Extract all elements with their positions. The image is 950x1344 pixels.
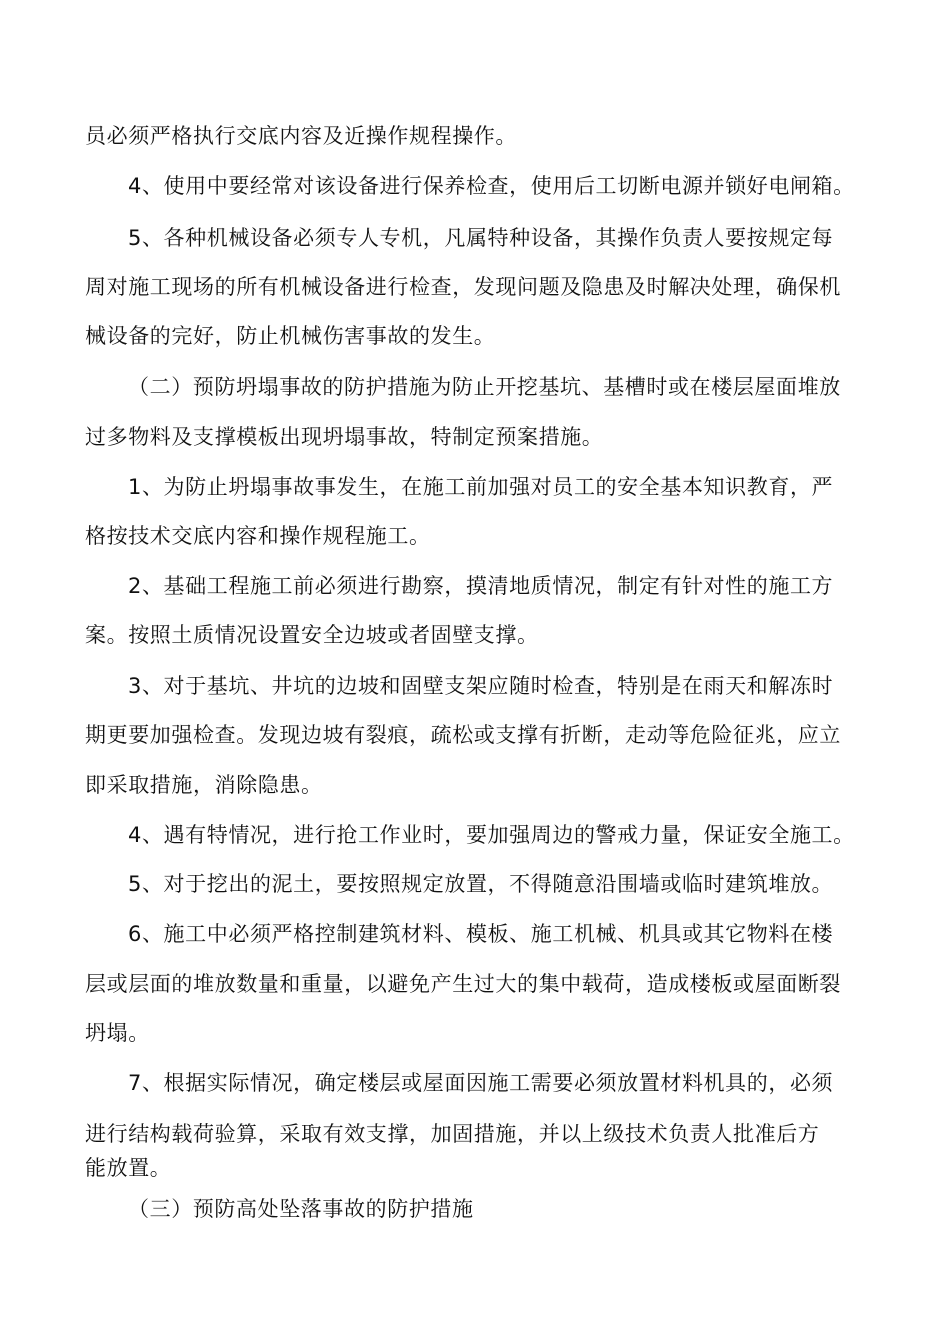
text-line: 1、为防止坍塌事故事发生，在施工前加强对员工的安全基本知识教育，严 [128, 475, 834, 499]
text-line: 5、各种机械设备必须专人专机，凡属特种设备，其操作负责人要按规定每 [128, 226, 834, 250]
text-line: 周对施工现场的所有机械设备进行检查，发现问题及隐患及时解决处理，确保机 [85, 275, 841, 299]
text-line: 坍塌。 [85, 1021, 150, 1045]
text-line: 格按技术交底内容和操作规程施工。 [85, 524, 431, 548]
text-line: 6、施工中必须严格控制建筑材料、模板、施工机械、机具或其它物料在楼 [128, 922, 834, 946]
text-line: 7、根据实际情况，确定楼层或屋面因施工需要必须放置材料机具的，必须 [128, 1071, 834, 1095]
section-heading: （三）预防高处坠落事故的防护措施 [128, 1197, 474, 1221]
text-line: 3、对于基坑、井坑的边坡和固壁支架应随时检查，特别是在雨天和解冻时 [128, 674, 834, 698]
section-heading: （二）预防坍塌事故的防护措施为防止开挖基坑、基槽时或在楼层屋面堆放 [128, 375, 841, 399]
text-line: 案。按照土质情况设置安全边坡或者固壁支撑。 [85, 623, 539, 647]
text-line: 即采取措施，消除隐患。 [85, 773, 323, 797]
text-line: 2、基础工程施工前必须进行勘察，摸清地质情况，制定有针对性的施工方 [128, 574, 834, 598]
text-line: 层或层面的堆放数量和重量，以避免产生过大的集中载荷，造成楼板或屋面断裂 [85, 972, 841, 996]
text-line: 5、对于挖出的泥土，要按照规定放置，不得随意沿围墙或临时建筑堆放。 [128, 872, 834, 896]
text-line: 能放置。 [85, 1156, 172, 1180]
text-line: 械设备的完好，防止机械伤害事故的发生。 [85, 324, 496, 348]
text-line: 4、使用中要经常对该设备进行保养检查，使用后工切断电源并锁好电闸箱。 [128, 174, 855, 198]
text-line: 员必须严格执行交底内容及近操作规程操作。 [85, 124, 517, 148]
text-line: 4、遇有特情况，进行抢工作业时，要加强周边的警戒力量，保证安全施工。 [128, 823, 855, 847]
text-line: 期更要加强检查。发现边坡有裂痕，疏松或支撑有折断，走动等危险征兆，应立 [85, 723, 841, 747]
text-line: 过多物料及支撑模板出现坍塌事故，特制定预案措施。 [85, 425, 604, 449]
text-line: 进行结构载荷验算，采取有效支撑，加固措施，并以上级技术负责人批准后方 [85, 1122, 820, 1146]
